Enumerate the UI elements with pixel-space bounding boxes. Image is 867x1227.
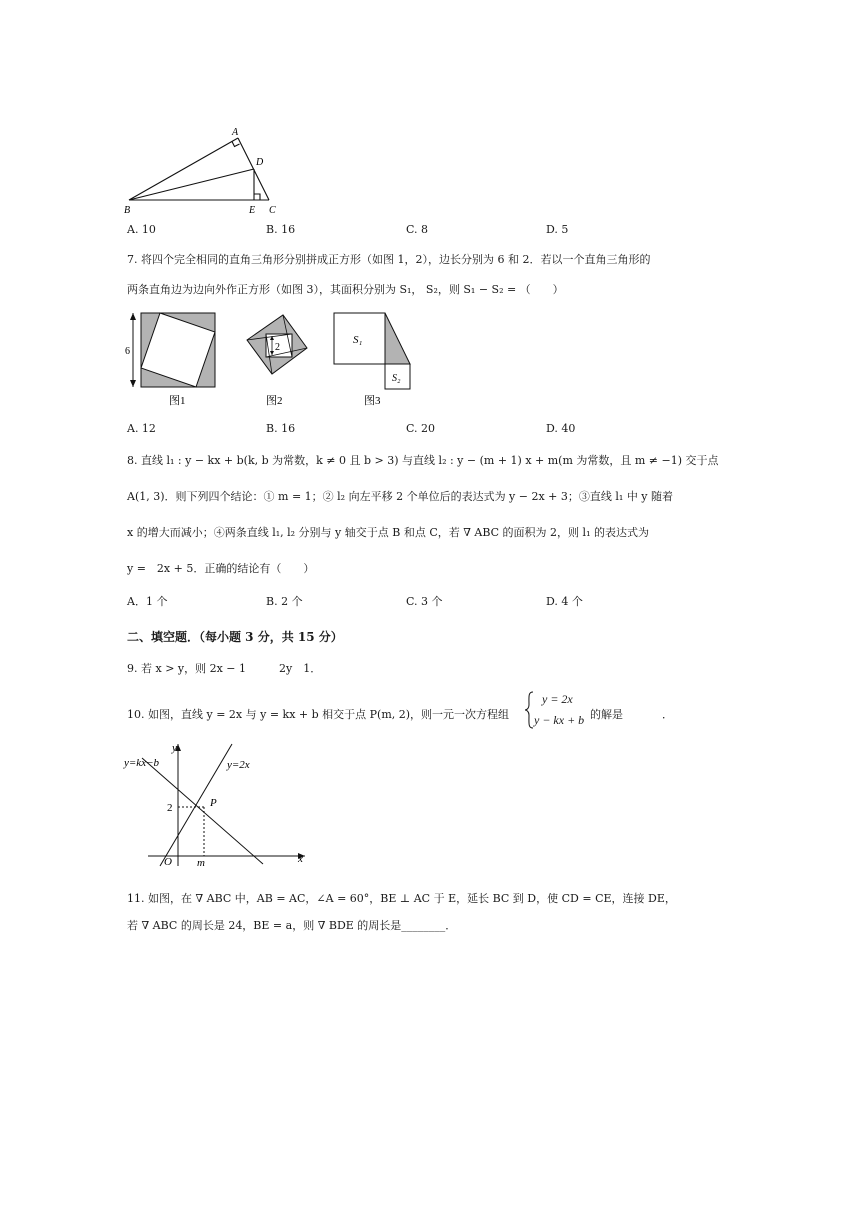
- q10-text-a: 10. 如图，直线 y = 2x 与 y = kx + b 相交于点 P(m, 2)，则一元一次方程组: [127, 708, 510, 721]
- graph-line2-label: y=2x: [227, 759, 250, 771]
- label-A: A: [232, 127, 239, 138]
- q7-figures: [120, 308, 420, 408]
- q6-triangle-figure: [120, 125, 280, 217]
- q7-option-b: B. 16: [266, 422, 296, 435]
- q10-text-b: 的解是: [590, 708, 623, 721]
- q8-option-a: A．1 个: [127, 595, 168, 608]
- q8-option-b: B. 2 个: [266, 595, 303, 608]
- q7-option-a: A. 12: [127, 422, 156, 435]
- fig3-caption: 图3: [364, 395, 381, 407]
- q6-option-d: D. 5: [546, 223, 569, 236]
- label-C: C: [269, 205, 276, 216]
- fig3-s1-label: S₁: [353, 334, 363, 346]
- label-E: E: [249, 205, 256, 216]
- q11-text-line2: 若 ∇ ABC 的周长是 24，BE = a，则 ∇ BDE 的周长是________．: [127, 919, 457, 932]
- graph-tick-2: 2: [167, 802, 173, 814]
- section-heading: 二、填空题．（每小题 3 分，共 15 分）: [127, 630, 343, 644]
- fig2-side-label: 2: [275, 342, 280, 353]
- q6-option-b: B. 16: [266, 223, 296, 236]
- q8-option-d: D. 4 个: [546, 595, 583, 608]
- graph-tick-m: m: [197, 857, 205, 868]
- graph-line1-label: y=kx−b: [124, 757, 159, 769]
- q8-text-line3: x 的增大而减小；④两条直线 l₁, l₂ 分别与 y 轴交于点 B 和点 C，若 ∇ ABC 的面积为 2，则 l₁ 的表达式为: [127, 526, 649, 539]
- q9-text: 9. 若 x > y，则 2x − 1 2y 1．: [127, 662, 322, 675]
- label-D: D: [256, 157, 264, 168]
- q8-text-line1: 8. 直线 l₁ : y − kx + b(k, b 为常数，k ≠ 0 且 b > 3) 与直线 l₂ : y − (m + 1) x + m(m 为常数，且 m ≠ −1) 交于点: [127, 454, 719, 467]
- fig3-s2-label: S₂: [392, 373, 401, 384]
- q11-text-line1: 11. 如图，在 ∇ ABC 中，AB = AC，∠A = 60°，BE ⊥ AC 于 E，延长 BC 到 D，使 CD = CE，连接 DE，: [127, 892, 676, 905]
- q6-option-a: A. 10: [127, 223, 156, 236]
- q7-option-d: D. 40: [546, 422, 576, 435]
- q10-equation-2: y − kx + b: [534, 713, 585, 727]
- q8-option-c: C. 3 个: [406, 595, 443, 608]
- q8-text-line4: y = 2x + 5．正确的结论有（ ）: [127, 562, 315, 575]
- fig1-side-label: 6: [125, 346, 130, 357]
- fig2-caption: 图2: [266, 395, 283, 407]
- fig1-caption: 图1: [169, 395, 186, 407]
- graph-y-axis-label: y: [172, 742, 177, 754]
- q7-text-line1: 7. 将四个完全相同的直角三角形分别拼成正方形（如图 1，2），边长分别为 6 和 2．若以一个直角三角形的: [127, 253, 651, 266]
- graph-point-p: P: [210, 797, 217, 809]
- q6-option-c: C. 8: [406, 223, 429, 236]
- graph-x-axis-label: x: [298, 853, 303, 865]
- graph-origin: O: [164, 856, 172, 868]
- q7-text-line2: 两条直角边为边向外作正方形（如图 3），其面积分别为 S₁， S₂，则 S₁ − S₂ = （ ）: [127, 283, 564, 296]
- q7-option-c: C. 20: [406, 422, 436, 435]
- label-B: B: [124, 205, 131, 216]
- q10-text-c: ．: [662, 708, 673, 721]
- q8-text-line2: A(1, 3)．则下列四个结论：① m = 1；② l₂ 向左平移 2 个单位后的表达式为 y − 2x + 3；③直线 l₁ 中 y 随着: [127, 490, 674, 503]
- q10-equation-1: y = 2x: [542, 692, 573, 706]
- q10-graph: [120, 740, 320, 868]
